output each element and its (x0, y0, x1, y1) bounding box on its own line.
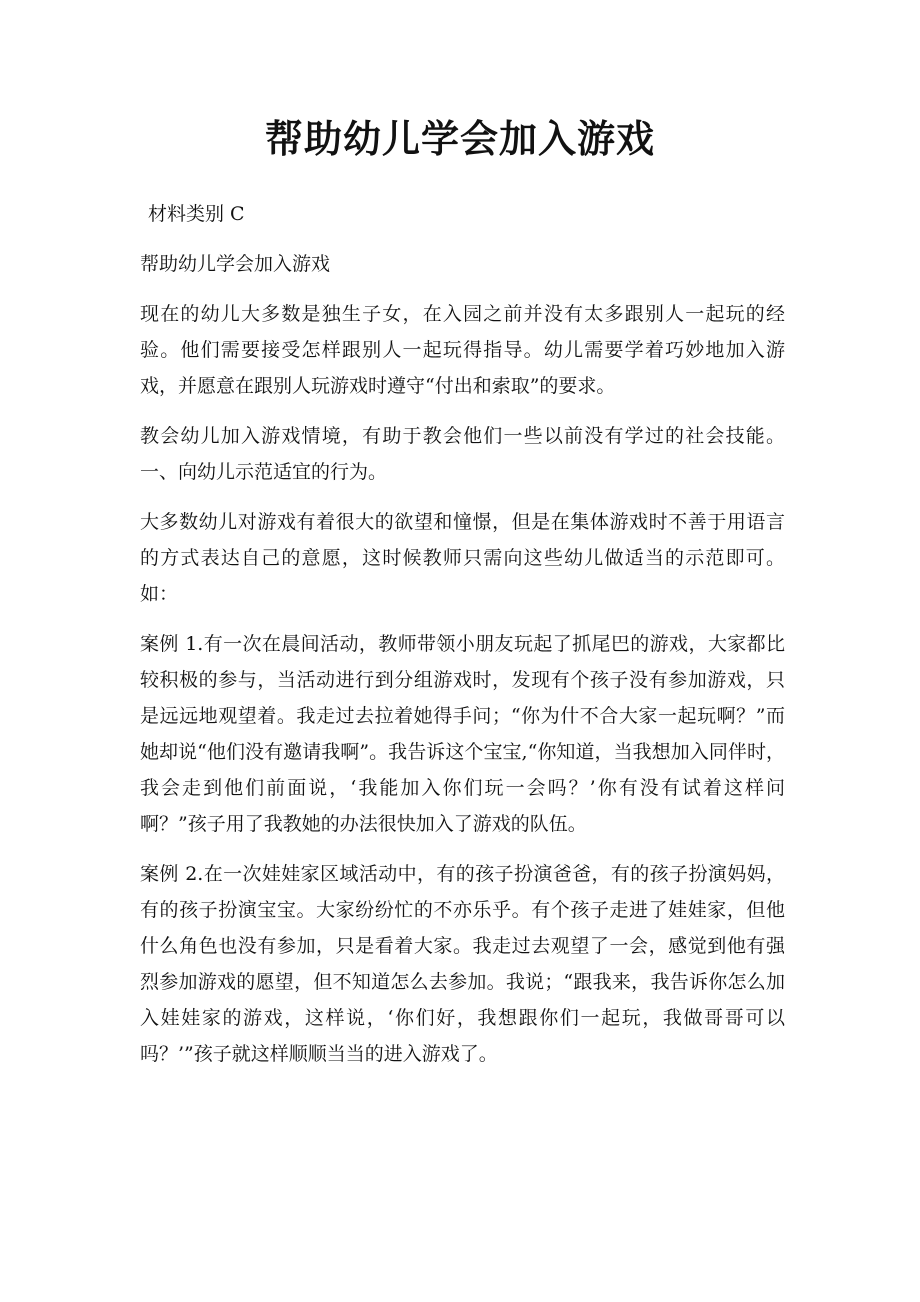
material-category: 材料类别 C (148, 203, 245, 225)
paragraph-social-skills: 教会幼儿加入游戏情境，有助于教会他们一些以前没有学过的社会技能。 一、向幼儿示范适宜的行为。 (140, 425, 785, 483)
paragraph-case-1: 案例 1.有一次在晨间活动，教师带领小朋友玩起了抓尾巴的游戏，大家都比较积极的参与，当活动进行到分组游戏时，发现有个孩子没有参加游戏，只是远远地观望着。我走过去拉着她得手问；“你为什不合大家一起玩啊？”而她却说“他们没有邀请我啊”。我告诉这个宝宝,“你知道，当我想加入同伴时，我会走到他们前面说，‘我能加入你们玩一会吗？’你有没有试着这样问啊？”孩子用了我教她的办法很快加入了游戏的队伍。 (140, 633, 785, 835)
paragraph-case-2: 案例 2.在一次娃娃家区域活动中，有的孩子扮演爸爸，有的孩子扮演妈妈，有的孩子扮演宝宝。大家纷纷忙的不亦乐乎。有个孩子走进了娃娃家，但他什么角色也没有参加，只是看着大家。我走过去观望了一会，感觉到他有强烈参加游戏的愿望，但不知道怎么去参加。我说；“跟我来，我告诉你怎么加入娃娃家的游戏，这样说，‘你们好，我想跟你们一起玩，我做哥哥可以吗？’”孩子就这样顺顺当当的进入游戏了。 (140, 863, 785, 1065)
paragraph-demonstration: 大多数幼儿对游戏有着很大的欲望和憧憬，但是在集体游戏时不善于用语言的方式表达自己的意愿，这时候教师只需向这些幼儿做适当的示范即可。如： (140, 511, 785, 605)
document-body (140, 196, 785, 1086)
document-title: 帮助幼儿学会加入游戏 (264, 116, 655, 161)
paragraph-intro: 现在的幼儿大多数是独生子女，在入园之前并没有太多跟别人一起玩的经验。他们需要接受怎样跟别人一起玩得指导。幼儿需要学着巧妙地加入游戏，并愿意在跟别人玩游戏时遵守“付出和索取”的要求。 (140, 303, 785, 397)
paragraph-subtitle: 帮助幼儿学会加入游戏 (140, 253, 331, 275)
